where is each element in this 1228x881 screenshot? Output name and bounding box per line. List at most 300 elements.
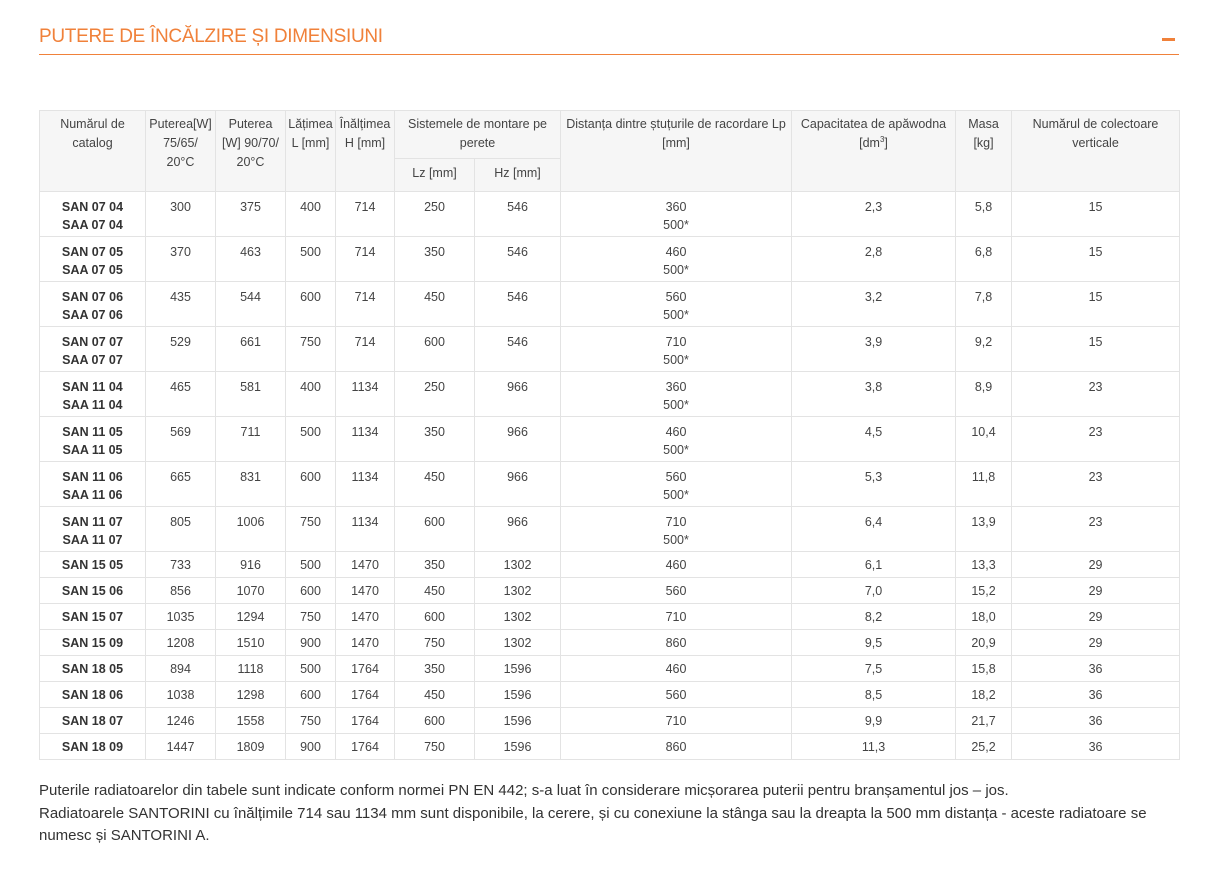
table-row [40,708,1180,734]
cell-capacity [792,462,956,507]
header-width: Lățimea L [mm] [286,111,336,192]
cell-hz [475,734,561,760]
cell-capacity [792,708,956,734]
table-row [40,237,1180,282]
cell-mass-value: 13,9 [971,515,996,529]
cell-collectors [1012,327,1180,372]
cell-hz-value: 1596 [503,714,532,728]
header-catalog: Numărul de catalog [40,111,146,192]
cell-hz [475,630,561,656]
cell-power-90-value: 1558 [236,714,265,728]
cell-power-75-value: 805 [170,515,191,529]
header-capacity-unit-close: ] [884,136,888,150]
cell-power-75-value: 465 [170,380,191,394]
cell-distance-value: 560 [665,290,687,304]
cell-power-90 [216,656,286,682]
cell-power-75 [146,552,216,578]
cell-lz-value: 450 [424,470,445,484]
cell-collectors-value: 15 [1088,200,1103,214]
cell-width-value: 750 [300,515,321,529]
cell-catalog [40,682,146,708]
cell-lz-value: 350 [424,662,445,676]
cell-height [336,507,395,552]
cell-capacity-value: 9,9 [864,714,883,728]
cell-mass [956,630,1012,656]
cell-distance-value: 560 [665,584,687,598]
cell-mass-value: 15,2 [971,584,996,598]
cell-distance [561,578,792,604]
cell-catalog [40,734,146,760]
cell-lz-value: 600 [424,335,445,349]
cell-power-75-value: 894 [170,662,191,676]
cell-power-75-value: 529 [170,335,191,349]
cell-capacity-value: 3,8 [864,380,883,394]
cell-hz [475,656,561,682]
cell-height-value: 1764 [351,688,379,702]
cell-power-75-value: 370 [170,245,191,259]
header-height: Înălțimea H [mm] [336,111,395,192]
cell-width [286,630,336,656]
cell-mass-value: 25,2 [971,740,996,754]
cell-power-90 [216,327,286,372]
cell-collectors [1012,192,1180,237]
table-row [40,507,1180,552]
cell-hz-value: 546 [507,200,528,214]
cell-power-75-value: 1208 [166,636,195,650]
cell-catalog [40,552,146,578]
cell-capacity-value: 11,3 [861,740,886,754]
table-row [40,282,1180,327]
cell-height [336,578,395,604]
cell-width [286,682,336,708]
cell-height-value: 714 [354,335,376,349]
header-collectors: Numărul de colectoare verticale [1012,111,1180,192]
cell-power-90-value: 1006 [236,515,265,529]
cell-mass [956,282,1012,327]
cell-catalog-value: SAN 07 05 [61,245,124,259]
cell-capacity-value: 5,3 [864,470,883,484]
footnote-line-2: Radiatoarele SANTORINI cu înălțimile 714 sau 1134 mm sunt disponibile, la cerere, și cu conexiune la stânga sau la dreapta la 500 mm distanța - aceste radiatoare se numesc și SANTORINI A. [39,804,1147,844]
cell-power-75 [146,630,216,656]
cell-lz-value: 750 [424,740,445,754]
cell-height [336,552,395,578]
cell-height-value: 714 [354,200,376,214]
cell-capacity-value: 7,0 [864,584,883,598]
cell-mass [956,682,1012,708]
cell-distance-value: 500* [663,398,689,412]
cell-catalog-value: SAN 18 07 [61,714,124,728]
cell-lz [395,708,475,734]
cell-catalog-value: SAN 11 05 [62,425,123,439]
cell-distance-value: 860 [665,636,687,650]
cell-mass-value: 10,4 [971,425,996,439]
cell-lz [395,578,475,604]
cell-power-75-value: 856 [170,584,191,598]
cell-capacity [792,604,956,630]
cell-catalog [40,656,146,682]
cell-catalog [40,327,146,372]
cell-hz [475,462,561,507]
cell-collectors [1012,282,1180,327]
cell-mass-value: 9,2 [974,335,993,349]
cell-power-90 [216,462,286,507]
cell-collectors [1012,372,1180,417]
cell-distance-value: 560 [665,688,687,702]
cell-capacity-value: 9,5 [864,636,883,650]
table-row [40,372,1180,417]
cell-power-90-value: 1294 [236,610,265,624]
cell-height [336,656,395,682]
header-power-90: Puterea [W] 90/70/ 20°C [216,111,286,192]
cell-catalog-value: SAA 07 07 [62,353,123,367]
cell-capacity-value: 6,4 [864,515,883,529]
cell-power-90-value: 1118 [237,662,264,676]
cell-power-90 [216,552,286,578]
cell-capacity [792,192,956,237]
cell-catalog [40,192,146,237]
cell-distance [561,552,792,578]
cell-distance [561,507,792,552]
cell-capacity-value: 8,2 [864,610,883,624]
cell-collectors [1012,630,1180,656]
cell-hz-value: 1302 [503,558,532,572]
table-row [40,462,1180,507]
cell-power-90-value: 1298 [236,688,265,702]
cell-width-value: 600 [300,584,321,598]
cell-collectors [1012,708,1180,734]
section-header[interactable] [39,20,1179,55]
cell-lz-value: 350 [424,425,445,439]
cell-power-90 [216,708,286,734]
cell-power-90-value: 1510 [236,636,265,650]
cell-hz [475,372,561,417]
cell-collectors-value: 23 [1088,515,1103,529]
cell-height-value: 1470 [351,610,379,624]
cell-distance-value: 500* [663,263,689,277]
cell-power-90 [216,237,286,282]
header-lz: Lz [mm] [395,159,475,192]
cell-height-value: 1134 [351,470,379,484]
cell-catalog-value: SAA 11 06 [62,488,123,502]
cell-lz [395,282,475,327]
minus-icon[interactable] [1162,38,1175,41]
cell-collectors [1012,417,1180,462]
cell-collectors-value: 29 [1088,558,1103,572]
cell-catalog-value: SAA 11 07 [62,533,123,547]
cell-distance-value: 500* [663,443,689,457]
cell-mass [956,372,1012,417]
cell-capacity [792,372,956,417]
cell-collectors-value: 36 [1088,714,1103,728]
cell-mass [956,237,1012,282]
cell-capacity-value: 4,5 [864,425,883,439]
cell-power-90-value: 916 [240,558,261,572]
table-row [40,552,1180,578]
cell-mass [956,192,1012,237]
cell-distance-value: 710 [665,610,687,624]
cell-power-75 [146,237,216,282]
cell-hz-value: 546 [507,290,528,304]
cell-collectors-value: 29 [1088,584,1103,598]
table-row [40,656,1180,682]
cell-hz-value: 966 [507,425,528,439]
cell-collectors [1012,507,1180,552]
cell-lz-value: 600 [424,610,445,624]
cell-distance-value: 500* [663,353,689,367]
cell-capacity [792,682,956,708]
cell-capacity-value: 6,1 [864,558,883,572]
cell-distance-value: 710 [665,515,687,529]
cell-mass-value: 15,8 [971,662,996,676]
cell-distance-value: 500* [663,218,689,232]
cell-hz-value: 1302 [503,636,532,650]
table-row [40,604,1180,630]
cell-power-90 [216,682,286,708]
cell-catalog-value: SAN 15 09 [61,636,124,650]
cell-power-90-value: 831 [240,470,261,484]
cell-power-75-value: 1035 [166,610,195,624]
cell-distance-value: 360 [665,200,687,214]
cell-capacity [792,630,956,656]
cell-power-75 [146,578,216,604]
cell-hz-value: 546 [507,245,528,259]
cell-mass-value: 7,8 [974,290,993,304]
footnote-line-1: Puterile radiatoarelor din tabele sunt indicate conform normei PN EN 442; s-a luat în considerare micșorarea puterii pentru branșamentul jos – jos. [39,782,1009,799]
cell-width [286,237,336,282]
cell-width-value: 400 [300,200,321,214]
cell-width-value: 750 [300,714,321,728]
cell-lz [395,656,475,682]
cell-height [336,237,395,282]
cell-distance-value: 500* [663,533,689,547]
cell-mass-value: 5,8 [974,200,993,214]
cell-catalog-value: SAN 07 06 [61,290,124,304]
cell-distance-value: 710 [665,714,687,728]
cell-lz [395,552,475,578]
cell-distance-value: 460 [665,425,687,439]
cell-catalog-value: SAN 15 07 [61,610,124,624]
cell-power-90 [216,604,286,630]
cell-lz-value: 600 [424,714,445,728]
cell-power-90 [216,578,286,604]
cell-power-90-value: 581 [240,380,261,394]
cell-width [286,327,336,372]
cell-mass [956,462,1012,507]
cell-capacity-value: 2,3 [864,200,883,214]
cell-width [286,372,336,417]
cell-capacity [792,552,956,578]
cell-collectors-value: 15 [1088,290,1103,304]
cell-distance [561,708,792,734]
cell-hz [475,578,561,604]
cell-lz [395,630,475,656]
cell-power-75 [146,507,216,552]
header-capacity-unit-sup: 3 [879,134,885,144]
header-mass: Masa [kg] [956,111,1012,192]
cell-width-value: 500 [300,245,321,259]
cell-mass [956,708,1012,734]
cell-hz-value: 966 [507,515,528,529]
cell-hz-value: 1302 [503,584,532,598]
cell-catalog [40,630,146,656]
cell-capacity-value: 8,5 [864,688,883,702]
cell-lz [395,417,475,462]
cell-mass [956,327,1012,372]
cell-power-90 [216,734,286,760]
cell-collectors-value: 23 [1088,470,1103,484]
cell-power-75 [146,734,216,760]
cell-catalog-value: SAA 07 04 [62,218,123,232]
cell-collectors [1012,604,1180,630]
cell-lz [395,372,475,417]
cell-width-value: 900 [300,636,321,650]
cell-catalog [40,708,146,734]
cell-width [286,734,336,760]
cell-lz [395,327,475,372]
cell-collectors [1012,734,1180,760]
cell-capacity [792,282,956,327]
cell-lz [395,462,475,507]
cell-mass-value: 20,9 [971,636,996,650]
table-row [40,417,1180,462]
cell-width-value: 600 [300,290,321,304]
cell-lz-value: 450 [424,290,445,304]
cell-distance-value: 360 [665,380,687,394]
cell-height-value: 1764 [351,714,379,728]
cell-mass-value: 13,3 [971,558,996,572]
cell-collectors-value: 36 [1088,688,1103,702]
cell-catalog-value: SAN 15 05 [61,558,124,572]
cell-catalog [40,237,146,282]
cell-mass-value: 21,7 [971,714,996,728]
cell-height-value: 1764 [351,740,379,754]
cell-mass [956,604,1012,630]
cell-mass-value: 8,9 [974,380,993,394]
cell-catalog-value: SAN 11 06 [62,470,123,484]
footnote [39,780,1189,848]
cell-hz-value: 1596 [503,662,532,676]
cell-height-value: 1134 [351,425,379,439]
cell-distance [561,656,792,682]
cell-distance [561,630,792,656]
cell-lz [395,604,475,630]
cell-distance-value: 860 [665,740,687,754]
cell-collectors [1012,578,1180,604]
cell-hz [475,552,561,578]
cell-distance [561,682,792,708]
cell-distance [561,327,792,372]
cell-catalog [40,282,146,327]
cell-collectors-value: 29 [1088,610,1103,624]
cell-power-90-value: 661 [240,335,261,349]
table-row [40,192,1180,237]
cell-width-value: 600 [300,470,321,484]
cell-collectors-value: 23 [1088,380,1103,394]
cell-power-90 [216,192,286,237]
cell-catalog [40,578,146,604]
cell-capacity-value: 7,5 [864,662,883,676]
cell-height [336,462,395,507]
cell-height-value: 1470 [351,584,379,598]
cell-width [286,578,336,604]
cell-mass-value: 18,0 [971,610,996,624]
cell-distance [561,604,792,630]
cell-width [286,708,336,734]
cell-lz-value: 450 [424,688,445,702]
cell-hz-value: 966 [507,380,528,394]
table-row [40,630,1180,656]
cell-height-value: 714 [354,245,376,259]
cell-width [286,507,336,552]
cell-distance [561,192,792,237]
cell-hz [475,282,561,327]
header-mounting: Sistemele de montare pe perete [395,111,561,159]
header-capacity [792,111,956,192]
cell-lz [395,682,475,708]
cell-power-75 [146,462,216,507]
cell-lz [395,507,475,552]
cell-width [286,462,336,507]
cell-mass [956,656,1012,682]
cell-power-90-value: 375 [240,200,261,214]
cell-height-value: 1470 [351,636,379,650]
cell-height-value: 1764 [351,662,379,676]
cell-hz [475,327,561,372]
cell-lz [395,237,475,282]
cell-power-75-value: 1246 [166,714,195,728]
cell-width [286,552,336,578]
cell-distance [561,282,792,327]
cell-power-75-value: 1038 [166,688,195,702]
table-row [40,578,1180,604]
cell-catalog-value: SAA 11 04 [62,398,123,412]
cell-distance-value: 500* [663,308,689,322]
cell-distance [561,734,792,760]
cell-collectors [1012,237,1180,282]
cell-height [336,372,395,417]
cell-power-75 [146,682,216,708]
cell-capacity [792,327,956,372]
cell-lz-value: 450 [424,584,445,598]
header-capacity-unit: [dm [859,136,880,150]
cell-catalog-value: SAA 07 06 [62,308,123,322]
cell-lz-value: 350 [424,245,445,259]
cell-catalog-value: SAN 18 06 [61,688,124,702]
specs-table [39,110,1180,760]
cell-width [286,656,336,682]
cell-power-75 [146,656,216,682]
cell-height-value: 1134 [351,515,379,529]
cell-height [336,604,395,630]
cell-catalog-value: SAN 11 07 [62,515,123,529]
cell-height [336,630,395,656]
table-row [40,327,1180,372]
cell-hz-value: 1302 [503,610,532,624]
cell-hz [475,604,561,630]
cell-height [336,282,395,327]
cell-mass [956,507,1012,552]
cell-hz-value: 1596 [503,740,532,754]
cell-distance-value: 500* [663,488,689,502]
cell-lz-value: 350 [424,558,445,572]
cell-distance-value: 460 [665,558,687,572]
cell-power-90-value: 1809 [236,740,265,754]
cell-power-75-value: 435 [170,290,191,304]
cell-catalog [40,507,146,552]
cell-width-value: 900 [300,740,321,754]
cell-power-75-value: 733 [170,558,191,572]
cell-lz-value: 250 [424,200,445,214]
